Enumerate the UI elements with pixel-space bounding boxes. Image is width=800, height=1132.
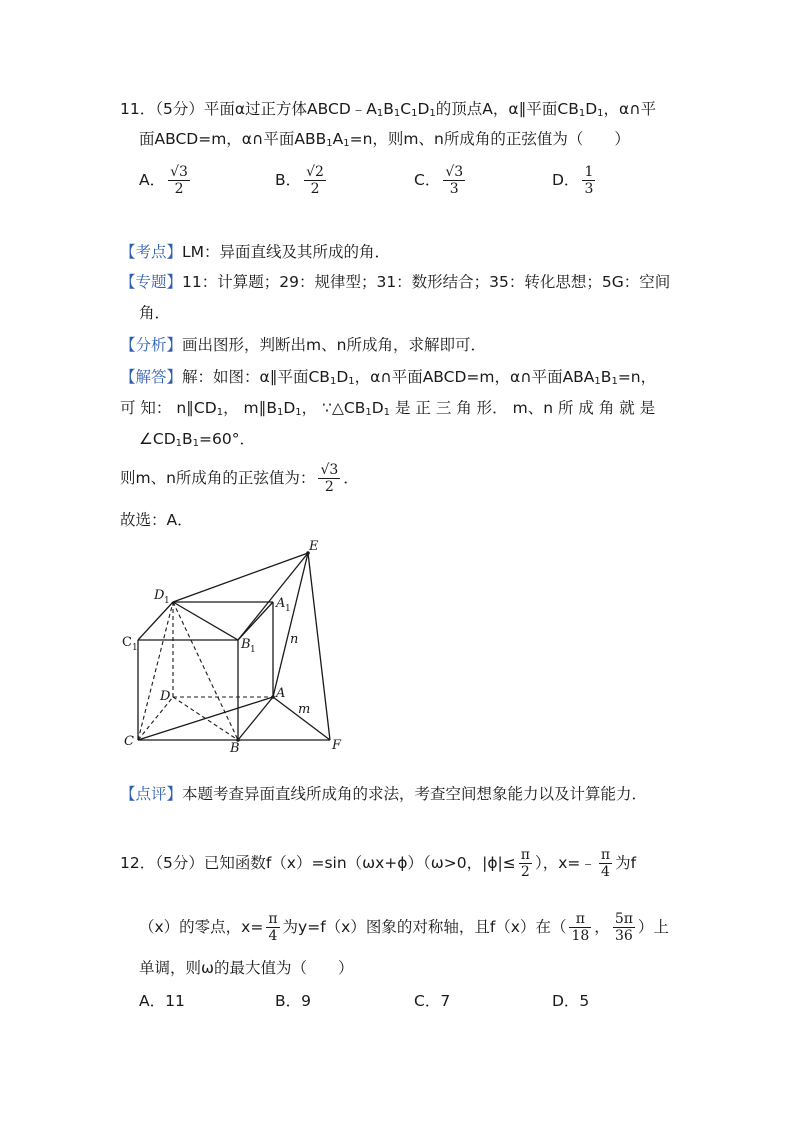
zhuanti-line: 【专题】11：计算题；29：规律型；31：数形结合；35：转化思想；5G：空间 — [120, 273, 671, 291]
label-C: C — [124, 734, 134, 749]
kaodian-tag: 【考点】 — [120, 243, 183, 261]
q11-option-c: C． $\frac{√3}{3}$ — [414, 164, 464, 197]
label-E: E — [309, 539, 319, 554]
label-D1: D — [154, 588, 165, 603]
label-B1: B — [241, 637, 251, 652]
svg-text:1: 1 — [164, 596, 170, 606]
fenxi-tag: 【分析】 — [120, 336, 183, 354]
jieda-line3: $\angle CD_1B_1=60^\circ$． — [139, 430, 256, 449]
dianping-line: 【点评】本题考查异面直线所成角的求法，考查空间想象能力以及计算能力． — [120, 785, 648, 803]
jieda-line: 【解答】解：如图：α∥平面$CB_1D_1$，α∩平面ABCD=m，α∩平面$ABA_1B_1=n$， — [120, 368, 657, 387]
fenxi-line: 【分析】画出图形，判断出m、n所成角，求解即可． — [120, 336, 486, 354]
svg-text:1: 1 — [250, 645, 256, 655]
q12-option-a: A．11 — [139, 992, 185, 1010]
svg-text:1: 1 — [285, 604, 291, 614]
dianping-tag: 【点评】 — [120, 785, 183, 803]
zhuanti-tag: 【专题】 — [120, 273, 183, 291]
jieda-tag: 【解答】 — [120, 368, 183, 386]
label-F: F — [332, 738, 342, 753]
q12-option-b: B．9 — [275, 992, 311, 1010]
q12-line1: 12．（5分）已知函数f（x）=sin（ωx+ϕ）（ω>0，|ϕ|≤ $\frac{\pi}{2}$ ），x=﹣ $\frac{\pi}{4}$ 为f — [120, 847, 637, 880]
q12-option-c: C．7 — [414, 992, 451, 1010]
q12-option-d: D．5 — [552, 992, 590, 1010]
label-C1: C — [122, 635, 132, 650]
q11-line1: 11．（5分）平面α过正方体$ABCD﹣A_1B_1C_1D_1$的顶点A，α∥平面$CB_1D_1$，α∩平 — [120, 100, 657, 119]
q11-line2: 面ABCD=m，α∩平面$ABB_1A_1=n$，则m、n所成角的正弦值为（ ） — [139, 130, 630, 149]
q11-option-a: A． $\frac{√3}{2}$ — [139, 164, 188, 197]
label-m: m — [298, 702, 311, 717]
jieda-line2: 可 知： $n\parallel CD_1$， $m\parallel B_1D_1$， $\because\triangle CB_1D_1$ 是 正 三 角 形． m、n 所 成 角 就 是 — [120, 399, 656, 418]
q12-line2: （x）的零点，x= $\frac{\pi}{4}$ 为y=f（x）图象的对称轴，且f（x）在（ $\frac{\pi}{18}$ ， $\frac{5\pi}{36}$ ）上 — [139, 911, 669, 944]
label-B: B — [230, 741, 240, 756]
kaodian-line: 【考点】LM：异面直线及其所成的角． — [120, 243, 391, 261]
label-A1: A — [276, 596, 286, 611]
cube-figure — [110, 535, 370, 760]
label-D: D — [160, 689, 171, 704]
zhuanti-line2: 角． — [139, 304, 171, 322]
svg-text:1: 1 — [132, 643, 138, 653]
answer-line: 则m、n所成角的正弦值为： $\frac{√3}{2}$ ． — [120, 462, 359, 495]
label-n: n — [290, 632, 299, 647]
label-A: A — [276, 686, 286, 701]
q11-option-d: D． $\frac{1}{3}$ — [552, 164, 594, 197]
q11-option-b: B． $\frac{√2}{2}$ — [275, 164, 324, 197]
select-line: 故选：A． — [120, 511, 193, 529]
q12-line3: 单调，则ω的最大值为（ ） — [139, 959, 354, 977]
